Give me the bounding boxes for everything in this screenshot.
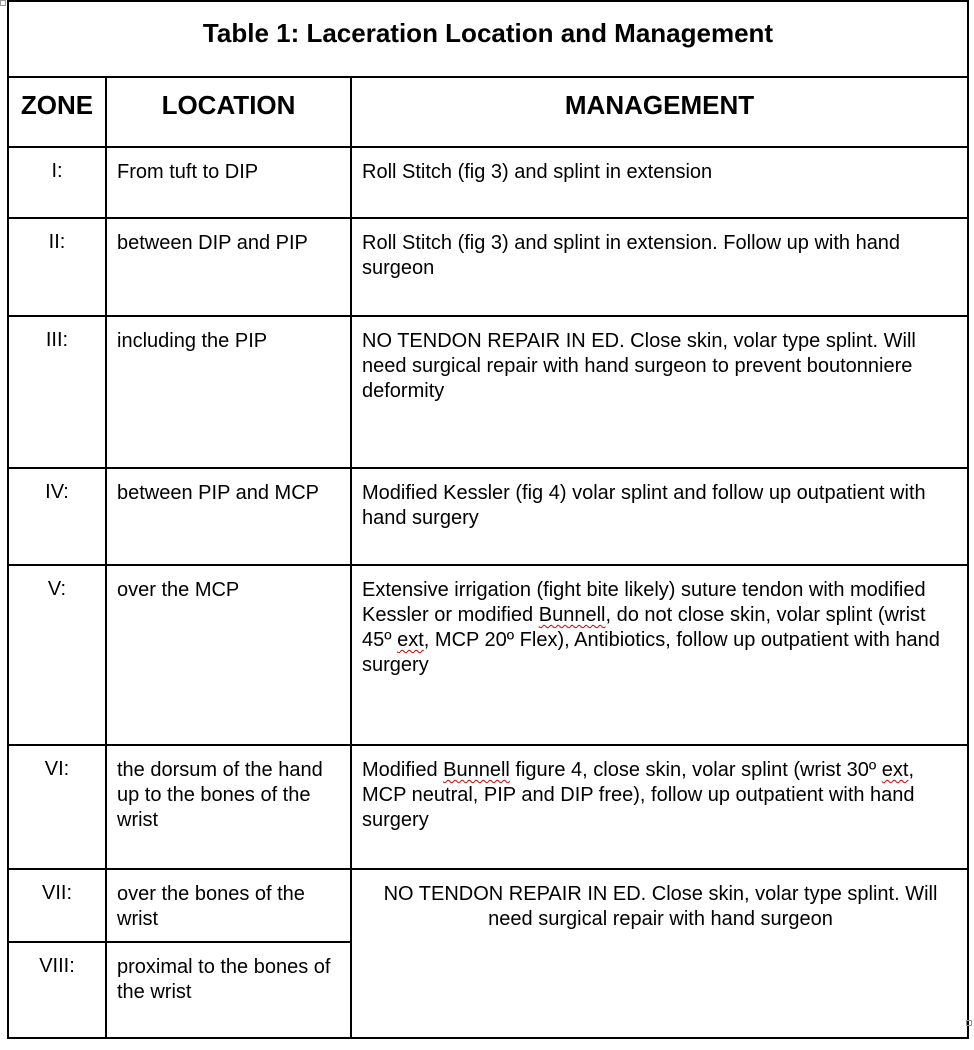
zone-cell: III: [8,316,106,468]
spellcheck-word: Bunnell [538,604,606,626]
management-cell: Modified Kessler (fig 4) volar splint and follow up outpatient with hand surgery [351,468,968,565]
header-zone: ZONE [8,77,106,147]
location-cell: between PIP and MCP [106,468,351,565]
zone-cell: VI: [8,745,106,869]
resize-handle-marker[interactable] [966,1020,972,1026]
table-row-zone-3 [8,316,968,468]
zone-cell: V: [8,565,106,745]
laceration-table [7,0,969,1039]
location-cell: proximal to the bones of the wrist [106,942,351,1038]
laceration-table-container [7,0,967,1039]
zone-cell: I: [8,147,106,218]
management-text: , MCP neutral, PIP and DIP free), follow up outpatient with hand surgery [362,759,915,831]
location-cell: between DIP and PIP [106,218,351,316]
table-row-zone-7 [8,869,968,942]
management-text: , do not close skin, volar splint (wrist 45º [362,604,926,651]
table-row-zone-1 [8,147,968,218]
spellcheck-word: Bunnell [443,759,510,781]
header-row [8,77,968,147]
location-cell: over the MCP [106,565,351,745]
table-title: Table 1: Laceration Location and Management [8,1,968,77]
location-cell: From tuft to DIP [106,147,351,218]
management-cell [351,565,968,745]
zone-cell: II: [8,218,106,316]
header-management: MANAGEMENT [351,77,968,147]
management-text: Extensive irrigation (fight bite likely) suture tendon with modified Kessler or modified [362,579,926,626]
management-cell-shared: NO TENDON REPAIR IN ED. Close skin, volar type splint. Will need surgical repair with hand surgeon [351,869,968,1038]
management-text: figure 4, close skin, volar splint (wrist 30º [509,759,882,781]
management-text: Modified [362,759,444,781]
management-cell: Roll Stitch (fig 3) and splint in extension. Follow up with hand surgeon [351,218,968,316]
zone-cell: VII: [8,869,106,942]
table-row-zone-5 [8,565,968,745]
management-text: , MCP 20º Flex), Antibiotics, follow up outpatient with hand surgery [362,629,940,676]
location-cell: the dorsum of the hand up to the bones of the wrist [106,745,351,869]
header-location: LOCATION [106,77,351,147]
location-cell: including the PIP [106,316,351,468]
table-row-zone-4 [8,468,968,565]
location-cell: over the bones of the wrist [106,869,351,942]
spellcheck-word: ext [397,629,424,651]
management-cell: Roll Stitch (fig 3) and splint in extension [351,147,968,218]
management-cell [351,745,968,869]
management-cell: NO TENDON REPAIR IN ED. Close skin, volar type splint. Will need surgical repair with hand surgeon to prevent boutonniere deformity [351,316,968,468]
table-row-zone-2 [8,218,968,316]
zone-cell: VIII: [8,942,106,1038]
table-row-zone-6 [8,745,968,869]
selection-corner-marker [0,0,6,6]
zone-cell: IV: [8,468,106,565]
spellcheck-word: ext [881,759,909,781]
